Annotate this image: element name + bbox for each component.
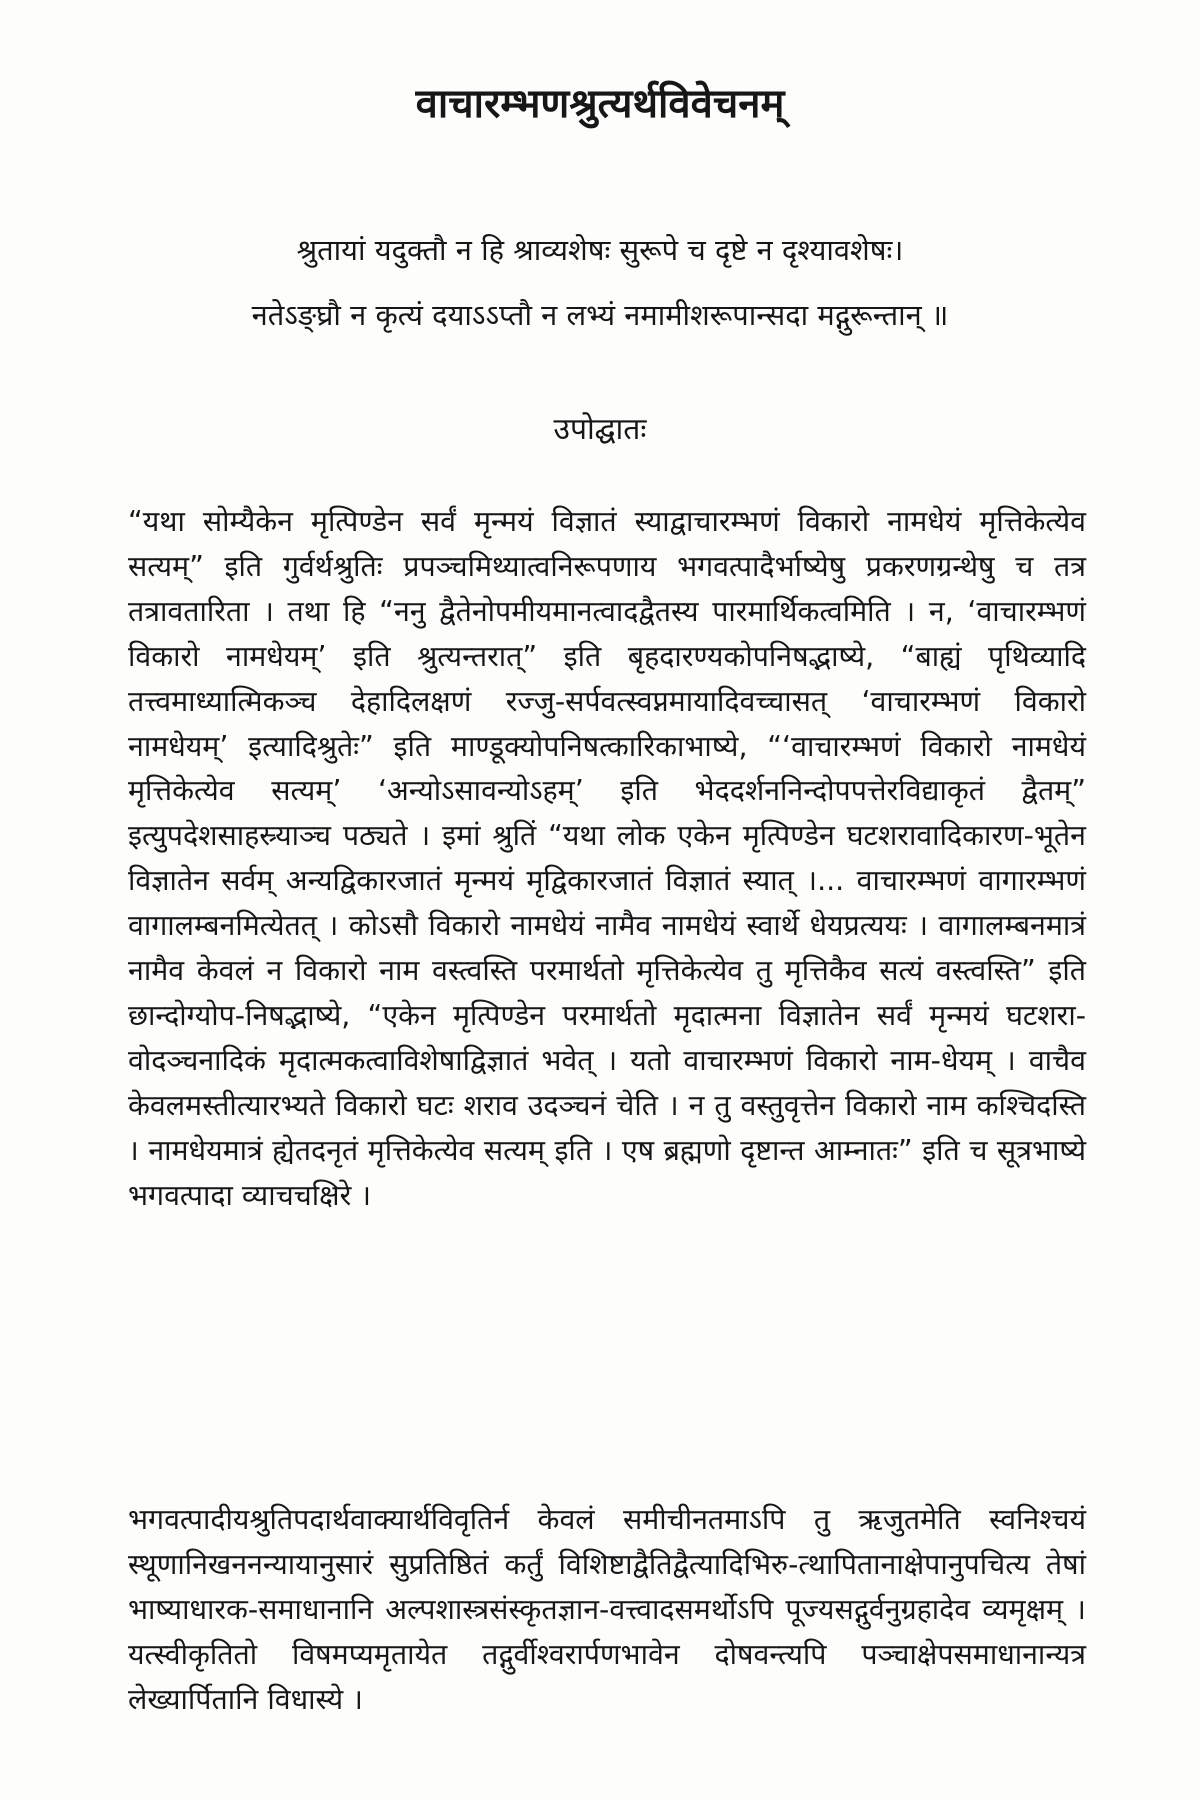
page-title: वाचारम्भणश्रुत्यर्थविवेचनम् <box>415 81 785 127</box>
invocation-verse <box>110 218 1090 348</box>
verse-line-2: नतेऽङ्घ्रौ न कृत्यं दयाऽऽप्तौ न लभ्यं नमामीशरूपान्सदा मद्गुरून्तान् ॥ <box>251 298 949 332</box>
body-paragraph-2: भगवत्पादीयश्रुतिपदार्थवाक्यार्थविवृतिर्न केवलं समीचीनतमाऽपि तु ऋजुतमेति स्वनिश्चयं स्थूणानिखननन्यायानुसारं सुप्रतिष्ठितं कर्तुं विशिष्टाद्वैतिद्वैत्यादिभिरु-त्थापितानाक्षेपानुपचित्य तेषां भाष्याधारक-समाधानानि अल्पशास्त्रसंस्कृतज्ञान-वत्त्वादसमर्थोऽपि पूज्यसद्गुर्वनुग्रहादेव व्यमृक्षम् । यत्स्वीकृतितो विषमप्यमृतायेत तद्गुर्वीश्वरार्पणभावेन दोषवन्त्यपि पञ्चाक्षेपसमाधानान्यत्र लेख्यार्पितानि विधास्ये । <box>128 1503 1086 1716</box>
body-paragraph-1: “यथा सोम्यैकेन मृत्पिण्डेन सर्वं मृन्मयं विज्ञातं स्याद्वाचारम्भणं विकारो नामधेयं मृत्तिकेत्येव सत्यम्” इति गुर्वर्थश्रुतिः प्रपञ्चमिथ्यात्वनिरूपणाय भगवत्पादैर्भाष्येषु प्रकरणग्रन्थेषु च तत्र तत्रावतारिता । तथा हि “ननु द्वैतेनोपमीयमानत्वादद्वैतस्य पारमार्थिकत्वमिति । न, ‘वाचारम्भणं विकारो नामधेयम्’ इति श्रुत्यन्तरात्” इति बृहदारण्यकोपनिषद्भाष्ये, “बाह्यं पृथिव्यादि तत्त्वमाध्यात्मिकञ्च देहादिलक्षणं रज्जु-सर्पवत्स्वप्नमायादिवच्चासत् ‘वाचारम्भणं विकारो नामधेयम्’ इत्यादिश्रुतेः” इति माण्डूक्योपनिषत्कारिकाभाष्ये, “‘वाचारम्भणं विकारो नामधेयं मृत्तिकेत्येव सत्यम्’ ‘अन्योऽसावन्योऽहम्’ इति भेददर्शननिन्दोपपत्तेरविद्याकृतं द्वैतम्” इत्युपदेशसाहस्र्याञ्च पठ्यते । इमां श्रुतिं “यथा लोक एकेन मृत्पिण्डेन घटशरावादिकारण-भूतेन विज्ञातेन सर्वम् अन्यद्विकारजातं मृन्मयं मृद्विकारजातं विज्ञातं स्यात् ।... वाचारम्भणं वागारम्भणं वागालम्बनमित्येतत् । कोऽसौ विकारो नामधेयं नामैव नामधेयं स्वार्थे धेयप्रत्ययः । वागालम्बनमात्रं नामैव केवलं न विकारो नाम वस्त्वस्ति परमार्थतो मृत्तिकेत्येव तु मृत्तिकैव सत्यं वस्त्वस्ति” इति छान्दोग्योप-निषद्भाष्ये, “एकेन मृत्पिण्डेन परमार्थतो मृदात्मना विज्ञातेन सर्वं मृन्मयं घटशरा-वोदञ्चनादिकं मृदात्मकत्वाविशेषाद्विज्ञातं भवेत् । यतो वाचारम्भणं विकारो नाम-धेयम् । वाचैव केवलमस्तीत्यारभ्यते विकारो घटः शराव उदञ्चनं चेति । न तु वस्तुवृत्तेन विकारो नाम कश्चिदस्ति । नामधेयमात्रं ह्येतदनृतं मृत्तिकेत्येव सत्यम् इति । एष ब्रह्मणो दृष्टान्त आम्नातः” इति च सूत्रभाष्ये भगवत्पादा व्याचचक्षिरे । <box>128 505 1086 1212</box>
section-heading: उपोद्घातः <box>553 412 647 447</box>
verse-line-1: श्रुतायां यदुक्तौ न हि श्राव्यशेषः सुरूपे च दृष्टे न दृश्यावशेषः। <box>296 233 904 267</box>
